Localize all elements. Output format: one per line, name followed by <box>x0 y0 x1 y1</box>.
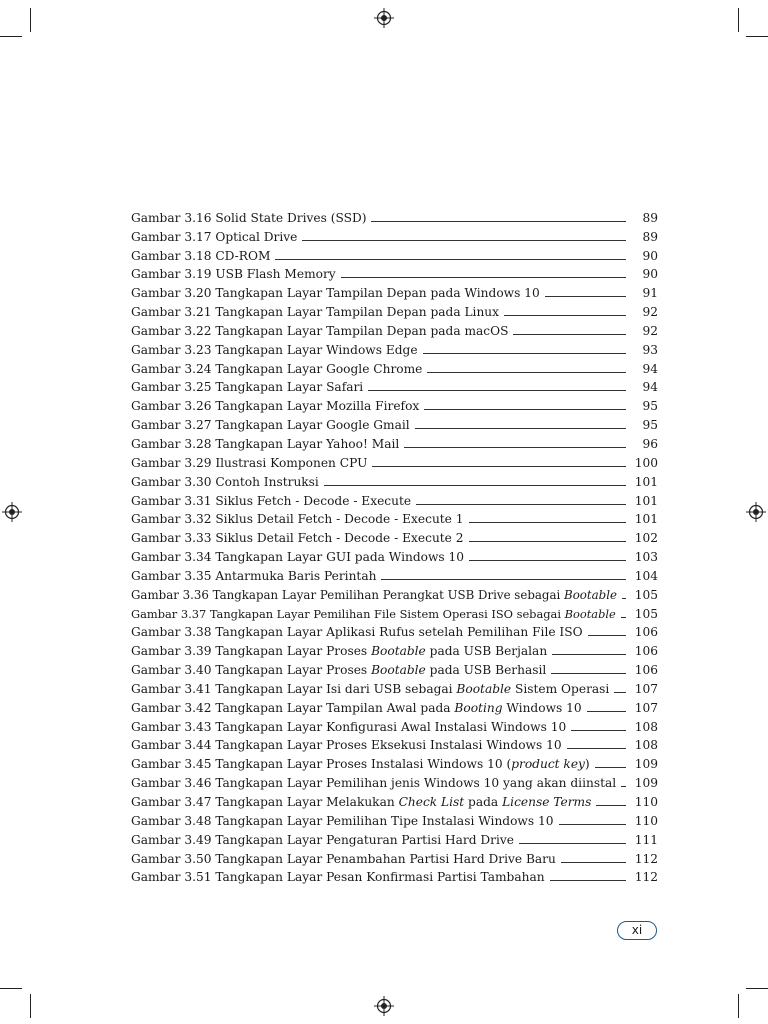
toc-entry-italic-text: Booting <box>454 700 503 715</box>
toc-entry-leader <box>513 334 626 335</box>
toc-entry-label <box>131 494 411 508</box>
crop-mark-bottom-left-horizontal <box>0 988 22 989</box>
toc-entry-leader <box>416 504 626 505</box>
toc-entry-text: Gambar 3.43 Tangkapan Layar Konfigurasi Awal Instalasi Windows 10 <box>131 719 567 734</box>
toc-entry-leader <box>404 447 626 448</box>
toc-entry-text: Gambar 3.17 Optical Drive <box>131 229 298 244</box>
toc-entry-label <box>131 343 418 357</box>
toc-entry <box>131 621 658 640</box>
toc-entry <box>131 602 658 621</box>
toc-entry <box>131 413 658 432</box>
toc-entry-text: Gambar 3.20 Tangkapan Layar Tampilan Depan pada Windows 10 <box>131 286 540 301</box>
toc-entry-text: Gambar 3.29 Ilustrasi Komponen CPU <box>131 455 368 470</box>
toc-entry <box>131 545 658 564</box>
toc-entry <box>131 866 658 885</box>
toc-entry-text: Gambar 3.18 CD-ROM <box>131 248 271 263</box>
toc-entry-leader <box>559 824 627 825</box>
toc-entry <box>131 508 658 527</box>
toc-entry-leader <box>469 522 626 523</box>
crop-mark-bottom-right-vertical <box>738 994 739 1018</box>
toc-entry-italic-text: Bootable <box>371 644 426 659</box>
toc-entry-text: Gambar 3.19 USB Flash Memory <box>131 267 336 282</box>
toc-entry <box>131 715 658 734</box>
toc-entry-label <box>131 569 376 583</box>
toc-entry-label <box>131 701 582 715</box>
toc-entry <box>131 376 658 395</box>
toc-entry-page: 100 <box>634 455 658 470</box>
toc-entry-label <box>131 625 583 639</box>
toc-entry <box>131 696 658 715</box>
toc-entry-label <box>131 644 547 658</box>
toc-entry <box>131 281 658 300</box>
toc-entry <box>131 790 658 809</box>
toc-entry-page: 93 <box>642 342 658 357</box>
crop-mark-top-right-vertical <box>738 8 739 32</box>
toc-entry-page: 89 <box>642 210 658 225</box>
toc-entry <box>131 828 658 847</box>
toc-entry-label <box>131 324 508 338</box>
toc-entry-leader <box>621 617 626 618</box>
toc-entry-text: Gambar 3.50 Tangkapan Layar Penambahan Partisi Hard Drive Baru <box>131 851 556 866</box>
toc-entry-label <box>131 380 363 394</box>
toc-entry-italic-text: Bootable <box>564 587 617 602</box>
toc-entry <box>131 734 658 753</box>
toc-entry-label <box>131 738 562 752</box>
toc-entry-page: 101 <box>634 493 658 508</box>
toc-entry <box>131 771 658 790</box>
toc-entry <box>131 658 658 677</box>
toc-entry-label <box>131 663 546 677</box>
toc-entry-page: 109 <box>634 757 658 772</box>
toc-entry-leader <box>552 654 626 655</box>
toc-entry <box>131 432 658 451</box>
toc-entry-leader <box>415 428 626 429</box>
toc-entry-italic-text: Bootable <box>456 681 512 696</box>
toc-entry-leader <box>368 390 626 391</box>
toc-entry-leader <box>423 353 626 354</box>
toc-entry-label <box>131 362 422 376</box>
toc-entry-leader <box>519 843 626 844</box>
page-number: xi <box>617 921 657 940</box>
toc-entry <box>131 752 658 771</box>
toc-entry-leader <box>567 748 626 749</box>
toc-entry-page: 103 <box>634 550 658 565</box>
toc-entry-label <box>131 852 556 866</box>
toc-entry-page: 102 <box>634 531 658 546</box>
toc-entry-leader <box>275 259 626 260</box>
toc-entry-leader <box>588 635 626 636</box>
toc-entry-label <box>131 757 590 771</box>
registration-mark-bottom-icon <box>374 996 394 1016</box>
toc-entry-leader <box>504 315 626 316</box>
toc-entry-text: Gambar 3.26 Tangkapan Layar Mozilla Firefox <box>131 399 420 414</box>
toc-entry-leader <box>622 598 626 599</box>
toc-entry-page: 106 <box>634 625 658 640</box>
crop-mark-top-right-horizontal <box>746 36 768 37</box>
toc-entry-page: 92 <box>642 305 658 320</box>
toc-entry-page: 112 <box>634 851 658 866</box>
toc-entry-text: ) <box>584 757 590 772</box>
toc-entry-page: 110 <box>634 813 658 828</box>
toc-entry-text: Gambar 3.22 Tangkapan Layar Tampilan Depan pada macOS <box>131 323 509 338</box>
toc-entry-label <box>131 437 399 451</box>
toc-entry <box>131 244 658 263</box>
toc-entry-page: 94 <box>642 361 658 376</box>
toc-entry-text: Gambar 3.41 Tangkapan Layar Isi dari USB sebagai <box>131 681 457 696</box>
toc-entry-page: 95 <box>642 399 658 414</box>
toc-entry-label <box>131 305 499 319</box>
toc-entry-page: 90 <box>642 248 658 263</box>
toc-entry-page: 108 <box>634 738 658 753</box>
toc-entry-page: 109 <box>634 776 658 791</box>
toc-entry-leader <box>595 767 626 768</box>
toc-entry-label <box>131 267 336 281</box>
toc-entry-text: Gambar 3.44 Tangkapan Layar Proses Eksekusi Instalasi Windows 10 <box>131 738 562 753</box>
toc-entry-label <box>131 512 464 526</box>
toc-entry <box>131 583 658 602</box>
toc-entry-label <box>131 249 270 263</box>
toc-entry-text: Gambar 3.23 Tangkapan Layar Windows Edge <box>131 342 418 357</box>
toc-entry-label <box>131 870 545 884</box>
toc-entry-page: 107 <box>634 681 658 696</box>
toc-entry-text: Gambar 3.38 Tangkapan Layar Aplikasi Rufus setelah Pemilihan File ISO <box>131 625 583 640</box>
toc-entry <box>131 809 658 828</box>
toc-entry-text: pada USB Berjalan <box>425 644 548 659</box>
toc-entry-text: Gambar 3.39 Tangkapan Layar Proses <box>131 644 372 659</box>
toc-entry-text: Gambar 3.35 Antarmuka Baris Perintah <box>131 568 377 583</box>
toc-entry <box>131 263 658 282</box>
toc-entry <box>131 451 658 470</box>
toc-entry-text: Sistem Operasi <box>511 681 610 696</box>
toc-entry-text: Gambar 3.25 Tangkapan Layar Safari <box>131 380 364 395</box>
toc-entry-leader <box>324 485 626 486</box>
toc-entry-label <box>131 795 591 809</box>
toc-entry-text: Gambar 3.28 Tangkapan Layar Yahoo! Mail <box>131 436 400 451</box>
toc-entry-italic-text: Bootable <box>564 606 616 621</box>
toc-entry <box>131 470 658 489</box>
toc-entry-label <box>131 475 319 489</box>
toc-entry-page: 89 <box>642 229 658 244</box>
toc-entry-leader <box>469 541 626 542</box>
toc-entry-page: 104 <box>634 568 658 583</box>
toc-entry-text: Gambar 3.24 Tangkapan Layar Google Chrome <box>131 361 423 376</box>
toc-entry-leader <box>550 880 626 881</box>
toc-entry-italic-text: Check List <box>398 795 465 809</box>
toc-entry-page: 105 <box>634 587 658 602</box>
toc-entry <box>131 677 658 696</box>
toc-entry-label <box>131 456 367 470</box>
crop-mark-top-left-horizontal <box>0 36 22 37</box>
registration-mark-left-icon <box>2 502 22 522</box>
toc-entry-italic-text: Bootable <box>371 663 426 678</box>
toc-entry-label <box>131 720 566 734</box>
toc-entry <box>131 206 658 225</box>
toc-entry <box>131 338 658 357</box>
toc-entry-label <box>131 607 616 621</box>
toc-entry-leader <box>381 579 626 580</box>
toc-entry-page: 90 <box>642 267 658 282</box>
toc-entry-text: Gambar 3.36 Tangkapan Layar Pemilihan Perangkat USB Drive sebagai <box>131 587 565 602</box>
toc-entry-page: 105 <box>634 606 658 621</box>
toc-entry-leader <box>427 372 626 373</box>
toc-entry-leader <box>424 409 626 410</box>
toc-entry-text: Gambar 3.34 Tangkapan Layar GUI pada Windows 10 <box>131 550 465 565</box>
toc-entry-text: Gambar 3.48 Tangkapan Layar Pemilihan Tipe Instalasi Windows 10 <box>131 813 554 828</box>
toc-entry-leader <box>596 805 626 806</box>
toc-entry-text: Gambar 3.45 Tangkapan Layar Proses Instalasi Windows 10 ( <box>131 757 512 772</box>
toc-entry-label <box>131 418 410 432</box>
toc-entry-italic-text: License Terms <box>502 795 592 809</box>
toc-entry-text: Gambar 3.21 Tangkapan Layar Tampilan Depan pada Linux <box>131 305 500 320</box>
toc-entry-page: 96 <box>642 436 658 451</box>
toc-entry-page: 108 <box>634 719 658 734</box>
toc-entry-leader <box>545 296 626 297</box>
list-of-figures <box>131 206 658 884</box>
toc-entry <box>131 394 658 413</box>
toc-entry-label <box>131 399 419 413</box>
toc-entry-text: Gambar 3.37 Tangkapan Layar Pemilihan File Sistem Operasi ISO sebagai <box>131 606 565 621</box>
toc-entry-page: 101 <box>634 512 658 527</box>
toc-entry-leader <box>571 730 626 731</box>
toc-entry-page: 106 <box>634 663 658 678</box>
toc-entry-page: 92 <box>642 323 658 338</box>
toc-entry-label <box>131 682 609 696</box>
toc-entry-leader <box>469 560 626 561</box>
toc-entry-leader <box>341 277 626 278</box>
toc-entry-page: 110 <box>634 795 658 809</box>
toc-entry-text: pada USB Berhasil <box>425 663 547 678</box>
toc-entry-page: 111 <box>634 832 658 847</box>
toc-entry-label <box>131 286 540 300</box>
toc-entry-page: 91 <box>642 286 658 301</box>
toc-entry-page: 95 <box>642 418 658 433</box>
toc-entry-page: 94 <box>642 380 658 395</box>
toc-entry-text: Gambar 3.16 Solid State Drives (SSD) <box>131 210 367 225</box>
toc-entry-text: Windows 10 <box>502 700 582 715</box>
toc-entry-text: Gambar 3.30 Contoh Instruksi <box>131 474 319 489</box>
toc-entry <box>131 639 658 658</box>
crop-mark-bottom-left-vertical <box>30 994 31 1018</box>
toc-entry-leader <box>371 221 626 222</box>
registration-mark-right-icon <box>746 502 766 522</box>
toc-entry-text: Gambar 3.32 Siklus Detail Fetch - Decode - Execute 1 <box>131 512 464 527</box>
toc-entry-label <box>131 814 554 828</box>
toc-entry-text: Gambar 3.31 Siklus Fetch - Decode - Execute <box>131 493 412 508</box>
toc-entry-page: 112 <box>634 870 658 885</box>
toc-entry-leader <box>614 692 626 693</box>
toc-entry-label <box>131 550 464 564</box>
toc-entry-leader <box>587 711 626 712</box>
toc-entry-page: 107 <box>634 700 658 715</box>
toc-entry <box>131 300 658 319</box>
toc-entry-text: Gambar 3.49 Tangkapan Layar Pengaturan Partisi Hard Drive <box>131 832 514 847</box>
toc-entry <box>131 847 658 866</box>
toc-entry <box>131 225 658 244</box>
toc-entry-text: Gambar 3.51 Tangkapan Layar Pesan Konfirmasi Partisi Tambahan <box>131 870 545 885</box>
toc-entry-label <box>131 776 616 790</box>
toc-entry-leader <box>372 466 626 467</box>
registration-mark-top-icon <box>374 8 394 28</box>
toc-entry-italic-text: product key <box>511 757 585 772</box>
toc-entry-label <box>131 833 514 847</box>
toc-entry-leader <box>561 862 626 863</box>
toc-entry-leader <box>551 673 626 674</box>
toc-entry-text: Gambar 3.46 Tangkapan Layar Pemilihan jenis Windows 10 yang akan diinstal <box>131 776 617 791</box>
toc-entry-leader <box>621 786 626 787</box>
toc-entry-label <box>131 211 366 225</box>
toc-entry <box>131 357 658 376</box>
toc-entry-text: Gambar 3.33 Siklus Detail Fetch - Decode - Execute 2 <box>131 531 464 546</box>
toc-entry <box>131 489 658 508</box>
toc-entry-page: 106 <box>634 644 658 659</box>
toc-entry-text: Gambar 3.47 Tangkapan Layar Melakukan <box>131 795 399 809</box>
toc-entry <box>131 526 658 545</box>
toc-entry-text: Gambar 3.42 Tangkapan Layar Tampilan Awal pada <box>131 700 455 715</box>
crop-mark-top-left-vertical <box>30 8 31 32</box>
toc-entry-label <box>131 230 297 244</box>
toc-entry-text: pada <box>464 795 503 809</box>
toc-entry-text: Gambar 3.27 Tangkapan Layar Google Gmail <box>131 418 410 433</box>
toc-entry-label <box>131 588 617 602</box>
crop-mark-bottom-right-horizontal <box>746 988 768 989</box>
toc-entry-text: Gambar 3.40 Tangkapan Layar Proses <box>131 663 372 678</box>
toc-entry <box>131 319 658 338</box>
toc-entry-page: 101 <box>634 474 658 489</box>
toc-entry-leader <box>302 240 626 241</box>
toc-entry-label <box>131 531 464 545</box>
toc-entry <box>131 564 658 583</box>
